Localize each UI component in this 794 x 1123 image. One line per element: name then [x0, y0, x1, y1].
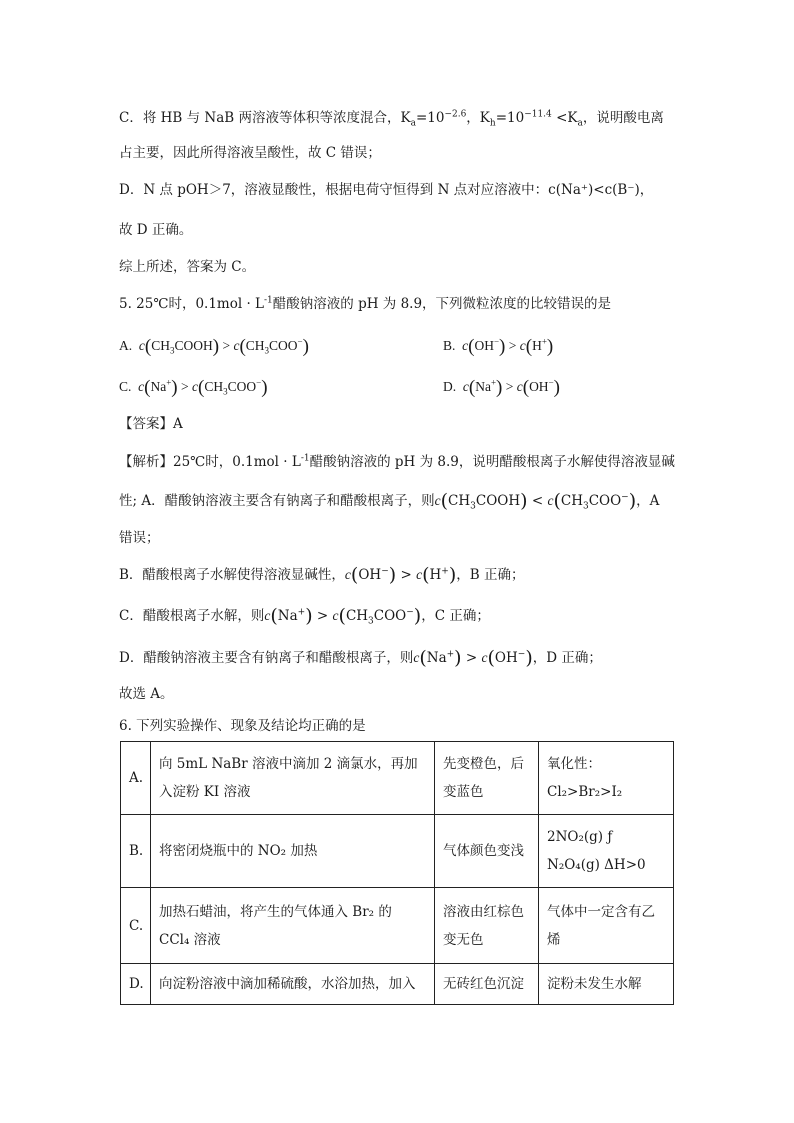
row-label: D. [121, 964, 151, 1005]
row-phenomenon: 溶液由红棕色变无色 [435, 888, 539, 964]
row-label: B. [121, 815, 151, 888]
row-operation: 向淀粉溶液中滴加稀硫酸，水浴加热，加入 [151, 964, 435, 1005]
q5-option-c: C. $c(Na^+) > c(CH_3COO^-)$ [119, 377, 268, 398]
q5-analysis-line2: 性; A．醋酸钠溶液主要含有钠离子和醋酸根离子，则$c(CH_3COOH) < c(CH_3COO^-)$，A [119, 490, 660, 512]
table-row [121, 742, 674, 815]
prev-option-d-line2: 故 D 正确。 [119, 222, 193, 238]
row-operation: 将密闭烧瓶中的 NO₂ 加热 [151, 815, 435, 888]
q6-stem: 6. 下列实验操作、现象及结论均正确的是 [119, 718, 366, 734]
q5-answer: 【答案】A [119, 416, 183, 432]
prev-option-c-line1: C．将 HB 与 NaB 两溶液等体积等浓度混合，$K_a=10^{-2.6}$，$K_h=10^{-11.4} <K_a$，说明酸电离 [119, 109, 664, 129]
q5-option-a: A. $c(CH_3COOH) > c(CH_3COO^-)$ [119, 336, 309, 357]
row-label: C. [121, 888, 151, 964]
table-row [121, 964, 674, 1005]
q5-analysis-line1: 【解析】25℃时，$0.1mol \cdot L^{-1}$醋酸钠溶液的 pH 为 8.9，说明醋酸根离子水解使得溶液显碱 [119, 453, 675, 470]
prev-option-d-line1: D．N 点 pOH＞7，溶液显酸性，根据电荷守恒得到 N 点对应溶液中：c(Na⁺)<c(B⁻)， [119, 182, 654, 198]
q5-analysis-b: B．醋酸根离子水解使得溶液显碱性，c(OH−) > c(H+)，B 正确； [119, 564, 525, 586]
row-label: A. [121, 742, 151, 815]
prev-option-c-line2: 占主要，因此所得溶液呈酸性，故 C 错误； [119, 145, 381, 161]
row-conclusion: 2NO₂(g) ƒ N₂O₄(g) ΔH>0 [539, 815, 674, 888]
q6-table [120, 741, 674, 1005]
q5-analysis-c: C．醋酸根离子水解，则$c(Na^+) > c(CH_3COO^-)$，C 正确； [119, 605, 490, 627]
row-operation: 加热石蜡油，将产生的气体通入 Br₂ 的 CCl₄ 溶液 [151, 888, 435, 964]
q5-choose: 故选 A。 [119, 686, 174, 702]
row-phenomenon: 无砖红色沉淀 [435, 964, 539, 1005]
row-conclusion: 气体中一定含有乙烯 [539, 888, 674, 964]
q5-stem: 5. 25℃时，$0.1mol \cdot L^{-1}$醋酸钠溶液的 pH 为 8.9，下列微粒浓度的比较错误的是 [119, 295, 612, 312]
q5-option-b: B. c(OH−) > c(H+) [443, 336, 554, 357]
row-operation: 向 5mL NaBr 溶液中滴加 2 滴氯水，再加入淀粉 KI 溶液 [151, 742, 435, 815]
row-phenomenon: 气体颜色变浅 [435, 815, 539, 888]
row-conclusion: 氧化性：Cl₂>Br₂>I₂ [539, 742, 674, 815]
row-conclusion: 淀粉未发生水解 [539, 964, 674, 1005]
table-row [121, 888, 674, 964]
q5-analysis-line3: 错误； [119, 530, 160, 546]
prev-summary: 综上所述，答案为 C。 [119, 259, 256, 275]
row-phenomenon: 先变橙色，后变蓝色 [435, 742, 539, 815]
q5-analysis-d: D．醋酸钠溶液主要含有钠离子和醋酸根离子，则c(Na+) > c(OH−)，D 正确； [119, 647, 602, 669]
table-row [121, 815, 674, 888]
q5-option-d: D. c(Na+) > c(OH−) [443, 377, 560, 398]
